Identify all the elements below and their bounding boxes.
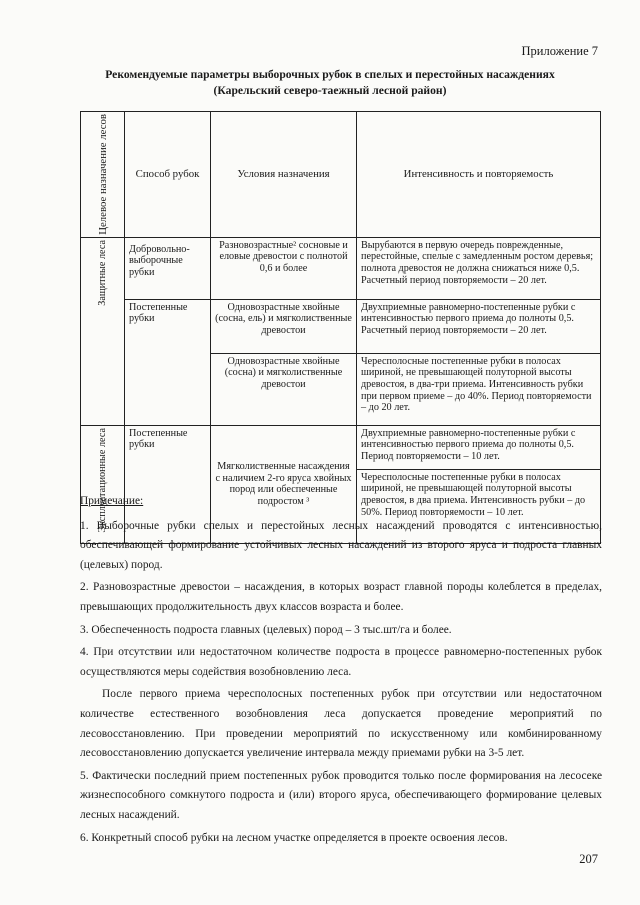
parameters-table [80, 111, 601, 544]
table-row [81, 299, 601, 353]
note-item: 6. Конкретный способ рубки на лесном участке определяется в проекте освоения лесов. [80, 831, 508, 844]
notes-section [80, 492, 602, 851]
method-cell: Постепенные рубки [125, 425, 211, 543]
purpose-commercial-text: Эксплуатационные леса [96, 427, 108, 533]
condition-cell: Разновозрастные² сосновые и еловые древостои с полнотой 0,6 и более [211, 237, 357, 299]
page-number: 207 [579, 852, 598, 866]
method-cell: Постепенные рубки [125, 299, 211, 425]
header-method: Способ рубок [125, 112, 211, 238]
intensity-cell: Вырубаются в первую очередь поврежденные, перестойные, спелые с замедленным ростом деревья; полнота древостоя не должна снижаться ниже 0,5. Расчетный период повторяемости – 20 лет. [357, 237, 601, 299]
page-title [50, 67, 610, 99]
notes-heading: Примечание: [80, 495, 144, 507]
table-row [81, 425, 601, 469]
header-purpose-text: Целевое назначение лесов [96, 114, 109, 235]
header-purpose [81, 112, 125, 238]
header-intensity: Интенсивность и повторяемость [357, 112, 601, 238]
method-cell: Добровольно-выборочные рубки [125, 237, 211, 299]
title-line-1: Рекомендуемые параметры выборочных рубок в спелых и перестойных насаждениях [105, 68, 555, 81]
purpose-protective-text: Защитные леса [96, 239, 108, 306]
note-item: 5. Фактически последний прием постепенных рубок проводится только после формирования на лесосеке жизнеспособного сомкнутого подроста и (или) второго яруса, обеспечивающего формирование целевых лесных насаждений. [80, 769, 602, 821]
note-item: 3. Обеспеченность подроста главных (целевых) пород – 3 тыс.шт/га и более. [80, 623, 452, 636]
condition-cell: Мягколиственные насаждения с наличием 2-го яруса хвойных пород или обеспеченные подростом ³ [211, 425, 357, 543]
table-row [81, 237, 601, 299]
note-item: После первого приема чересполосных постепенных рубок при отсутствии или недостаточном количестве естественного возобновления леса допускается проведение мероприятий по лесовосстановлению. При проведении мероприятий по искусственному или комбинированному лесовосстановлению допускается увеличение интервала между приемами рубки на 3-5 лет. [80, 688, 602, 760]
note-item: 1. Выборочные рубки спелых и перестойных лесных насаждений проводятся с интенсивностью, обеспечивающей формирование устойчивых лесных насаждений из второго яруса и подроста главных (целевых) пород. [80, 519, 602, 571]
intensity-cell: Двухприемные равномерно-постепенные рубки с интенсивностью первого приема до полноты 0,5. Расчетный период повторяемости – 20 лет. [357, 299, 601, 353]
condition-cell: Одновозрастные хвойные (сосна) и мягколиственные древостои [211, 353, 357, 425]
intensity-cell: Двухприемные равномерно-постепенные рубки с интенсивностью первого приема до полноты 0,5. Период повторяемости – 10 лет. [357, 425, 601, 469]
note-item: 4. При отсутствии или недостаточном количестве подроста в процессе равномерно-постепенных рубок осуществляются меры содействия возобновлению леса. [80, 646, 602, 678]
note-item: 2. Разновозрастные древостои – насаждения, в которых возраст главной породы колеблется в пределах, превышающих продолжительность двух классов возраста и более. [80, 581, 602, 613]
header-conditions: Условия назначения [211, 112, 357, 238]
title-line-2: (Карельский северо-таежный лесной район) [213, 84, 447, 97]
intensity-cell: Чересполосные постепенные рубки в полосах шириной, не превышающей полуторной высоты древостоя, в два приема. Интенсивность рубки – до 50%. Период повторяемости – 10 лет. [357, 469, 601, 543]
appendix-label: Приложение 7 [521, 44, 598, 58]
purpose-protective [81, 237, 125, 425]
condition-cell: Одновозрастные хвойные (сосна, ель) и мягколиственные древостои [211, 299, 357, 353]
intensity-cell: Чересполосные постепенные рубки в полосах шириной, не превышающей полуторной высоты древостоя, в два-три приема. Интенсивность рубки при первом приеме – до 40%. Период повторяемости – до 20 лет. [357, 353, 601, 425]
table-header-row [81, 112, 601, 238]
